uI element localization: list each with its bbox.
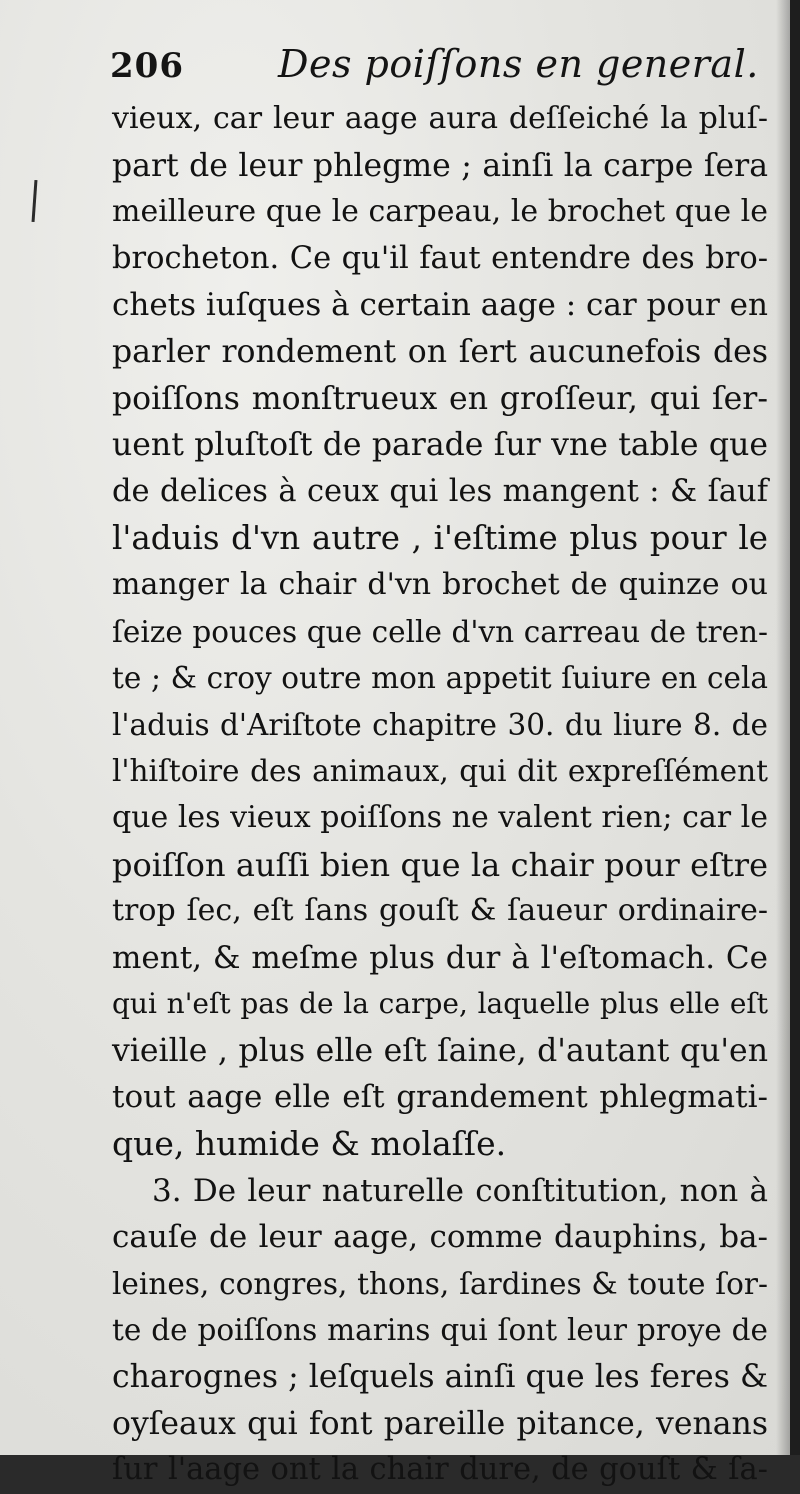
text-line: leines, congres, thons, ſardines & toute ſor- [112, 1266, 768, 1301]
text-line: uent pluſtoſt de parade ſur vne table que [112, 427, 768, 464]
text-line: cauſe de leur aage, comme dauphins, ba- [112, 1219, 768, 1256]
text-line: charognes ; leſquels ainſi que les feres & [112, 1359, 768, 1396]
text-line: ſur l'aage ont la chair dure, de gouſt & ſa- [112, 1452, 768, 1488]
page-header [110, 38, 760, 94]
text-line: chets iuſques à certain aage : car pour en [112, 287, 768, 324]
text-line: oyſeaux qui font pareille pitance, venans [112, 1405, 768, 1442]
text-line: vieux, car leur aage aura deſſeiché la pluſ- [112, 101, 768, 136]
margin-mark [32, 180, 38, 222]
text-line: l'aduis d'Ariſtote chapitre 30. du liure 8. de [112, 707, 768, 742]
text-line: ment, & meſme plus dur à l'eſtomach. Ce [112, 939, 768, 976]
running-title: Des poiſſons en general. [278, 42, 759, 86]
text-line: manger la chair d'vn brochet de quinze ou [112, 566, 768, 602]
text-line: tout aage elle eſt grandement phlegmati- [112, 1079, 768, 1116]
body-text [112, 96, 768, 1494]
page-number: 206 [110, 46, 184, 86]
text-line: part de leur phlegme ; ainſi la carpe ſera [112, 147, 768, 184]
text-line: 3. De leur naturelle conſtitution, non à [152, 1172, 768, 1209]
text-line: te de poiſſons marins qui ſont leur proye de [112, 1313, 768, 1348]
text-line: que, humide & molaſſe. [112, 1124, 507, 1164]
text-line: de delices à ceux qui les mangent : & ſauf [112, 473, 768, 509]
text-line: que les vieux poiſſons ne valent rien; car le [112, 799, 768, 835]
text-line: poiſſons monſtrueux en groſſeur, qui ſer- [112, 380, 768, 417]
page-edge [790, 0, 800, 1455]
text-line: trop ſec, eſt ſans gouſt & ſaueur ordinaire- [112, 893, 768, 929]
text-line: ſeize pouces que celle d'vn carreau de tren- [112, 614, 768, 649]
text-line: meilleure que le carpeau, le brochet que le [112, 194, 768, 230]
text-line: te ; & croy outre mon appetit ſuiure en cela [112, 661, 768, 696]
text-line: l'aduis d'vn autre , i'eſtime plus pour le [112, 519, 768, 558]
text-line: poiſſon auſſi bien que la chair pour eſtre [112, 845, 768, 884]
text-line: qui n'eſt pas de la carpe, laquelle plus elle eſt [112, 987, 768, 1021]
text-line: l'hiſtoire des animaux, qui dit expreſſément [112, 754, 768, 789]
text-line: brocheton. Ce qu'il faut entendre des bro- [112, 240, 768, 276]
text-line: vieille , plus elle eſt ſaine, d'autant qu'en [112, 1032, 768, 1069]
text-line: parler rondement on ſert aucunefois des [112, 333, 768, 370]
